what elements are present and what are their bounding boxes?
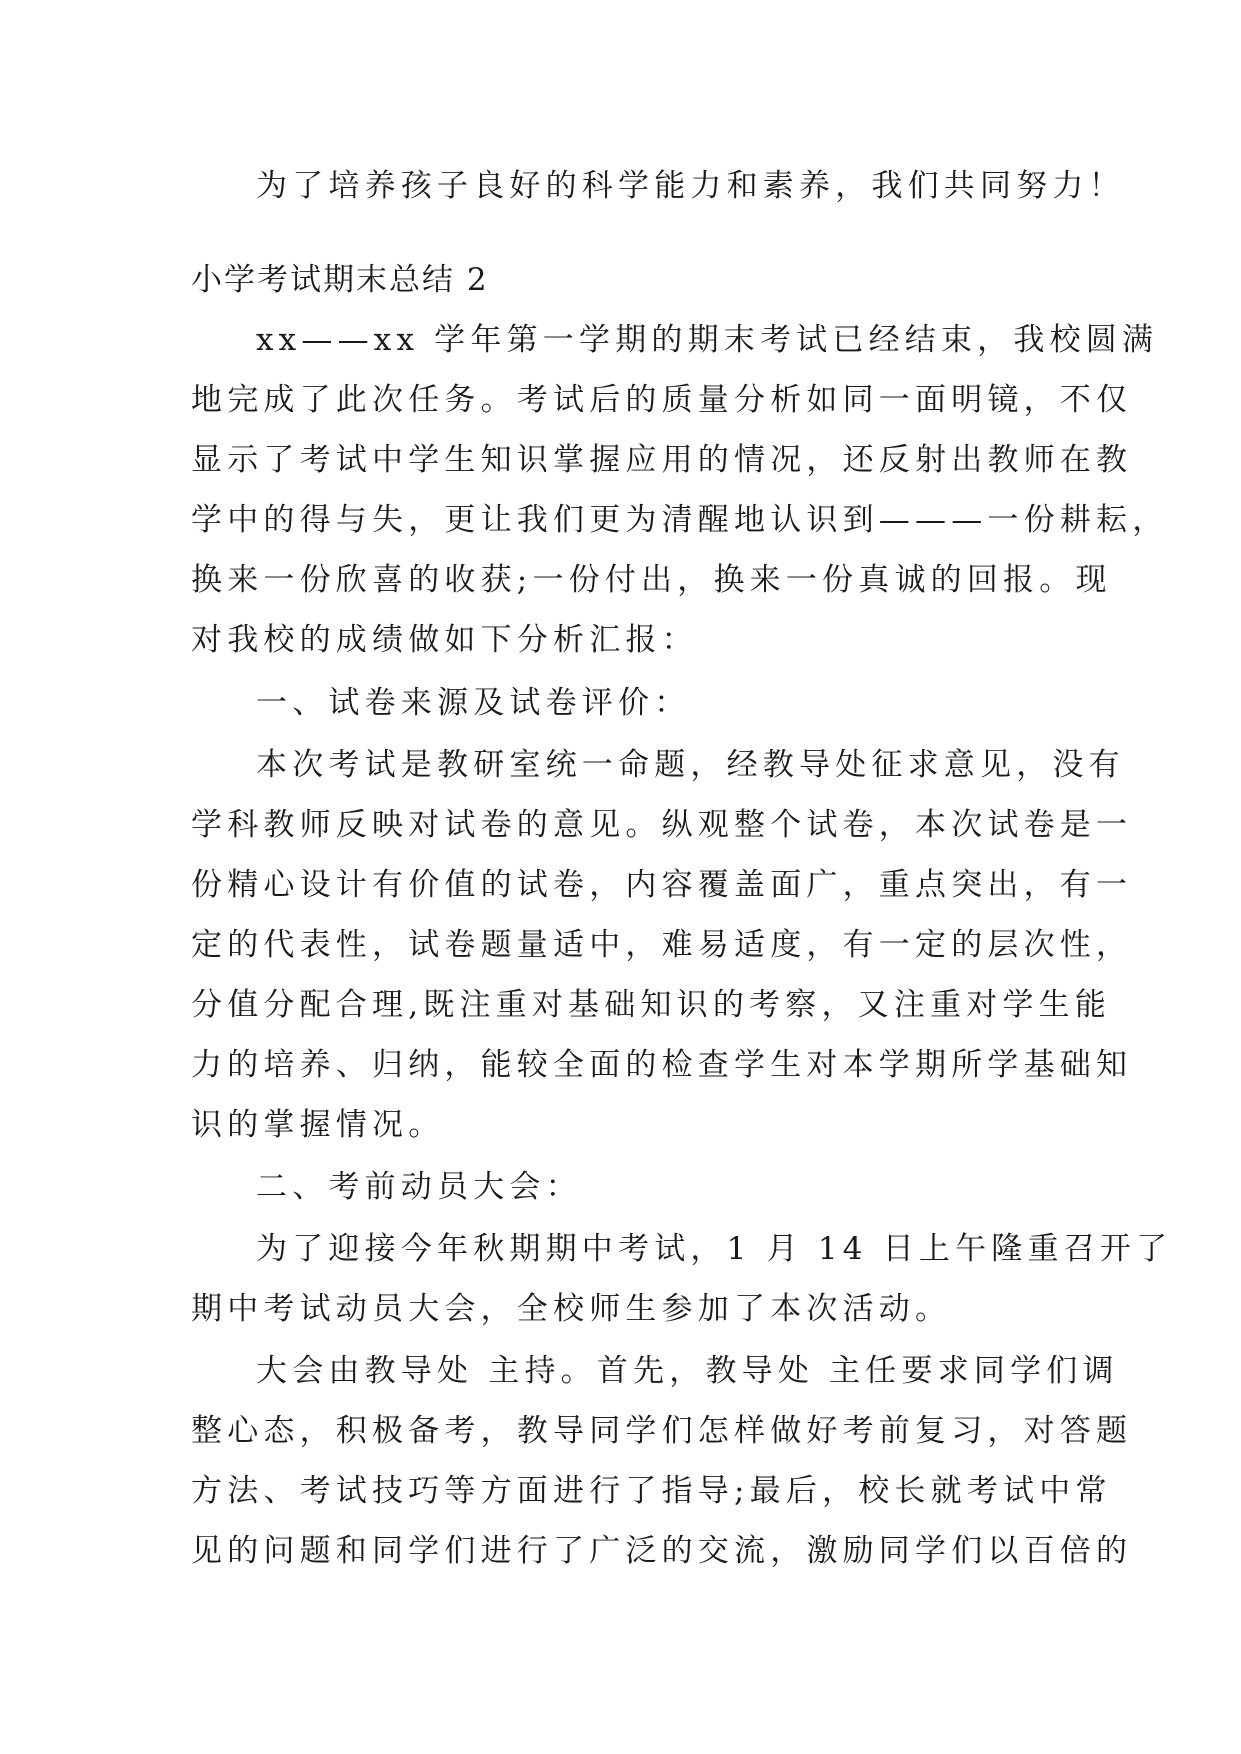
paragraph-line: 分值分配合理,既注重对基础知识的考察，又注重对学生能 (191, 987, 1112, 1023)
paragraph-line: 整心态，积极备考，教导同学们怎样做好考前复习，对答题 (191, 1413, 1133, 1449)
paragraph-line: 对我校的成绩做如下分析汇报： (191, 622, 698, 658)
section-title: 小学考试期末总结 2 (191, 262, 489, 298)
heading-2: 二、考前动员大会： (256, 1169, 582, 1205)
paragraph-line: 识的掌握情况。 (191, 1107, 445, 1143)
paragraph-line: 力的培养、归纳，能较全面的检查学生对本学期所学基础知 (191, 1047, 1133, 1083)
paragraph-line: 见的问题和同学们进行了广泛的交流，激励同学们以百倍的 (191, 1533, 1133, 1569)
heading-1: 一、试卷来源及试卷评价： (256, 685, 691, 721)
paragraph-line: 期中考试动员大会，全校师生参加了本次活动。 (191, 1291, 952, 1327)
paragraph-line: 为了迎接今年秋期期中考试，1 月 14 日上午隆重召开了 (256, 1231, 1173, 1267)
paragraph-line: 方法、考试技巧等方面进行了指导;最后，校长就考试中常 (191, 1473, 1112, 1509)
paragraph-line: 地完成了此次任务。考试后的质量分析如同一面明镜，不仅 (191, 382, 1133, 418)
paragraph-line: 定的代表性，试卷题量适中，难易适度，有一定的层次性， (191, 927, 1133, 963)
paragraph-line: 学中的得与失，更让我们更为清醒地认识到———一份耕耘， (191, 502, 1169, 538)
paragraph-line: xx——xx 学年第一学期的期末考试已经结束，我校圆满 (256, 322, 1159, 358)
paragraph-line: 大会由教导处 主持。首先，教导处 主任要求同学们调 (256, 1353, 1119, 1389)
paragraph-line: 份精心设计有价值的试卷，内容覆盖面广，重点突出，有一 (191, 867, 1133, 903)
paragraph-line: 显示了考试中学生知识掌握应用的情况，还反射出教师在教 (191, 442, 1133, 478)
paragraph-line: 换来一份欣喜的收获;一份付出，换来一份真诚的回报。现 (191, 562, 1112, 598)
closing-sentence: 为了培养孩子良好的科学能力和素养，我们共同努力！ (256, 168, 1125, 204)
paragraph-line: 学科教师反映对试卷的意见。纵观整个试卷，本次试卷是一 (191, 807, 1133, 843)
paragraph-line: 本次考试是教研室统一命题，经教导处征求意见，没有 (256, 747, 1125, 783)
